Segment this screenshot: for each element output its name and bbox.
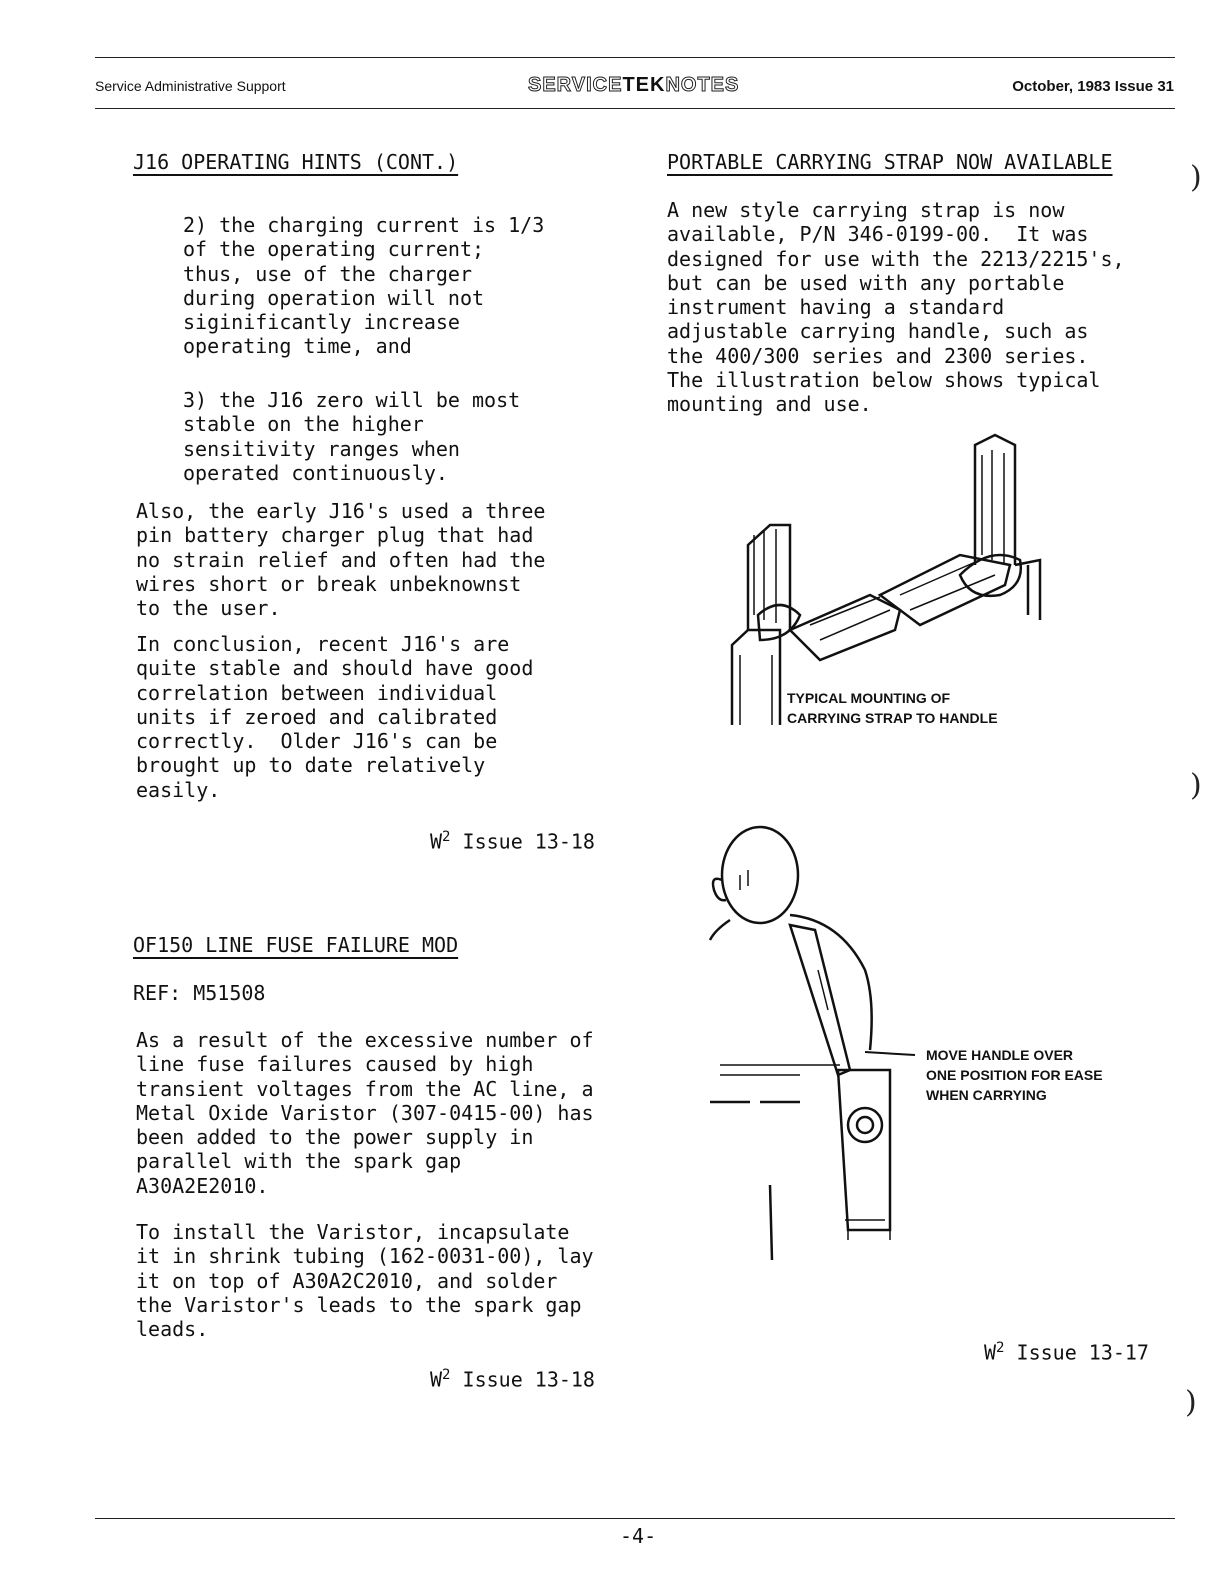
carrying-caption: MOVE HANDLE OVER ONE POSITION FOR EASE WHEN CARRYING	[926, 1047, 1103, 1103]
j16-reference	[430, 829, 595, 854]
of150-para-2: To install the Varistor, incapsulate it in shrink tubing (162-0031-00), lay it on top of A30A2C2010, and solder the Varistor's leads to the spark gap leads.	[136, 1220, 594, 1342]
header-logo	[528, 74, 739, 97]
header-department: Service Administrative Support	[95, 78, 286, 94]
footer-rule	[95, 1518, 1175, 1519]
ref-sup: 2	[996, 1340, 1005, 1356]
binder-mark-top: )	[1190, 160, 1202, 195]
strap-para: A new style carrying strap is now available, P/N 346-0199-00. It was designed for use with the 2213/2215's, but can be used with any portable instrument having a standard adjustable carrying handle, such as the 400/300 series and 2300 series. The illustration below shows typical mounting and use.	[667, 198, 1125, 417]
ref-w: W	[430, 1367, 443, 1392]
binder-mark-bottom: )	[1185, 1385, 1197, 1420]
ref-issue: Issue 13-18	[450, 829, 595, 854]
logo-tek: TEK	[622, 74, 666, 96]
ref-w: W	[430, 829, 443, 854]
j16-para-conclusion: In conclusion, recent J16's are quite stable and should have good correlation between individual units if zeroed and calibrated correctly. Older J16's can be brought up to date relatively easily.	[136, 632, 534, 802]
of150-heading: OF150 LINE FUSE FAILURE MOD	[133, 933, 459, 957]
mounting-caption: TYPICAL MOUNTING OF CARRYING STRAP TO HANDLE	[787, 690, 998, 726]
ref-w: W	[984, 1340, 997, 1365]
header-bottom-rule	[95, 108, 1175, 109]
j16-item-3: 3) the J16 zero will be most stable on the higher sensitivity ranges when operated continuously.	[183, 388, 521, 485]
header-top-rule	[95, 57, 1175, 58]
logo-service: SERVICE	[528, 74, 623, 96]
binder-mark-middle: )	[1190, 768, 1202, 803]
ref-sup: 2	[442, 1367, 451, 1383]
strap-heading: PORTABLE CARRYING STRAP NOW AVAILABLE	[667, 150, 1113, 174]
of150-ref-line: REF: M51508	[133, 981, 266, 1005]
carrying-illustration	[700, 820, 940, 1270]
strap-reference	[984, 1340, 1149, 1365]
j16-heading: J16 OPERATING HINTS (CONT.)	[133, 150, 459, 174]
header-issue-date: October, 1983 Issue 31	[1012, 78, 1174, 95]
ref-sup: 2	[442, 829, 451, 845]
ref-issue: Issue 13-17	[1004, 1340, 1149, 1365]
j16-item-2: 2) the charging current is 1/3 of the operating current; thus, use of the charger during operation will not siginificantly increase operating time, and	[183, 213, 545, 359]
page-number: -4-	[620, 1524, 657, 1548]
j16-para-also: Also, the early J16's used a three pin battery charger plug that had no strain relief and often had the wires short or break unbeknownst to the user.	[136, 499, 546, 621]
ref-issue: Issue 13-18	[450, 1367, 595, 1392]
of150-reference	[430, 1367, 595, 1392]
logo-notes: NOTES	[665, 74, 740, 96]
of150-para-1: As a result of the excessive number of line fuse failures caused by high transient voltages from the AC line, a Metal Oxide Varistor (307-0415-00) has been added to the power supply in parallel with the spark gap A30A2E2010.	[136, 1028, 594, 1198]
